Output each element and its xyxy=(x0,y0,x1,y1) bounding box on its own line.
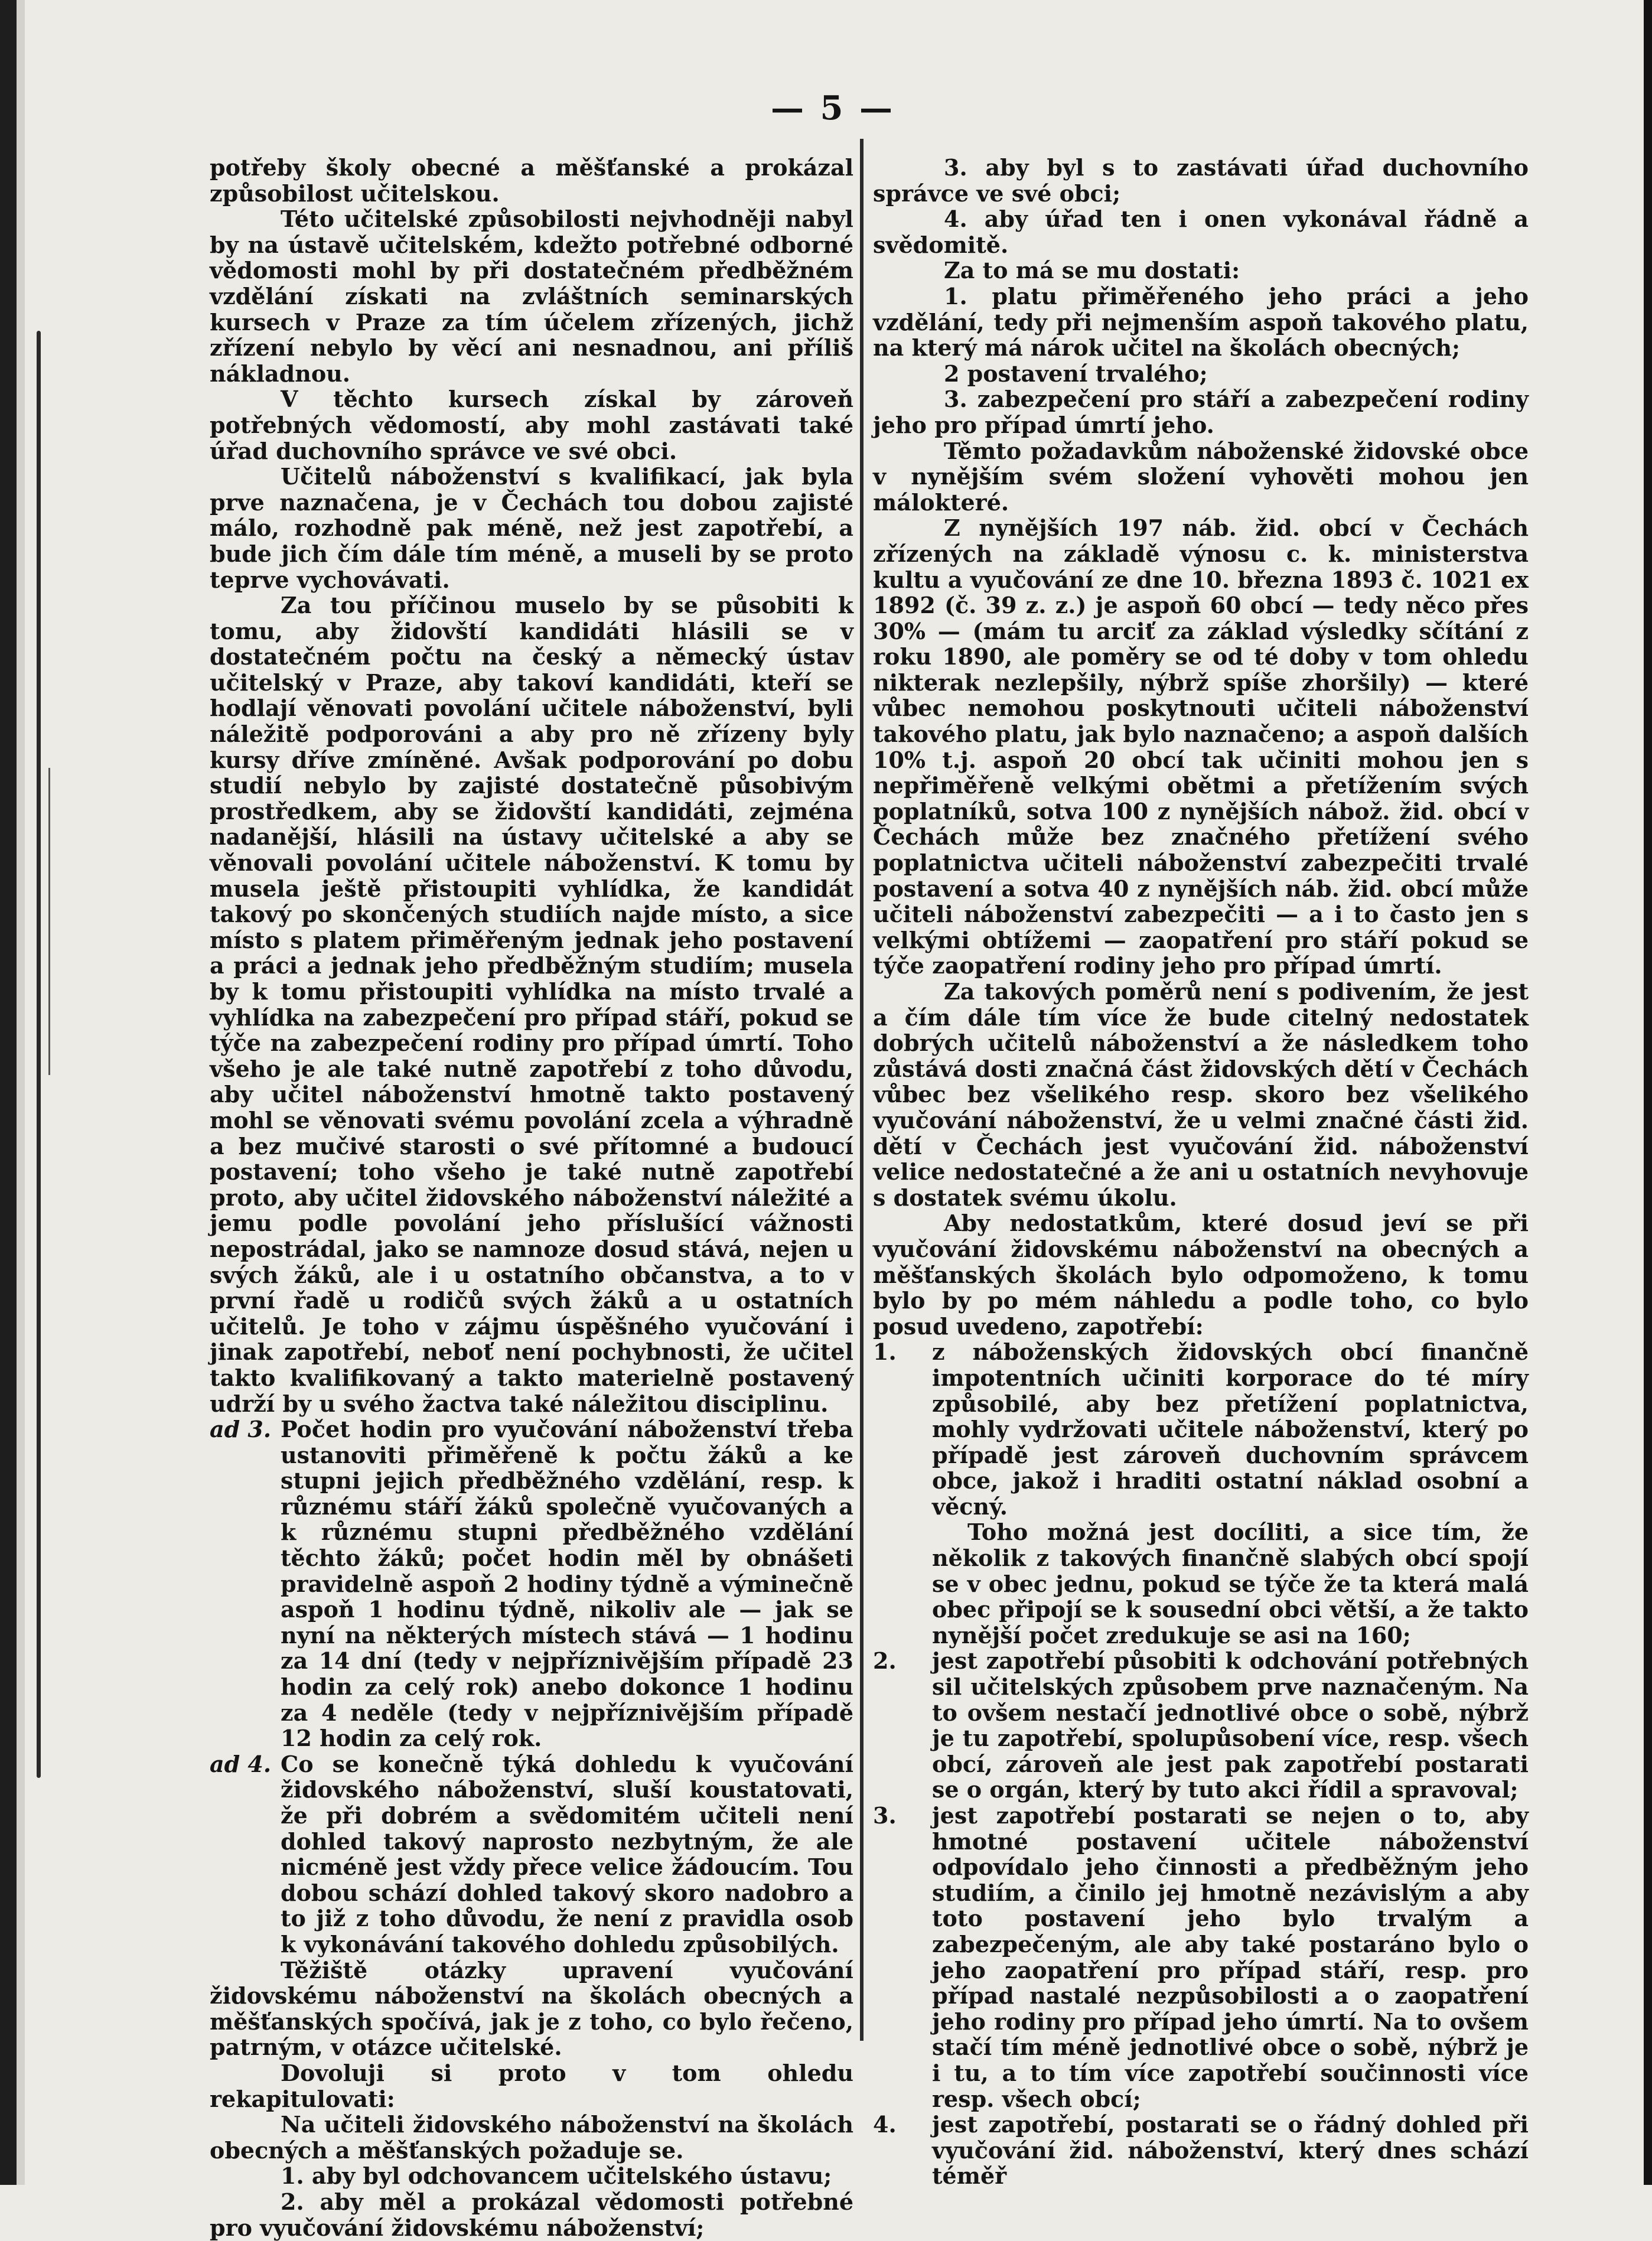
measure-1 xyxy=(873,1339,1529,1519)
ad-3-label: ad 3. xyxy=(210,1416,272,1443)
ad-4-section xyxy=(210,1751,853,1957)
left-paragraph-2: Této učitelské způsobilosti nejvhodněji nabyl by na ústavě učitelském, kdežto potřebné odborné vědomosti mohl by při dostatečném předběžném vzdělání získati na zvláštních seminarských kursech v Praze za tím účelem zřízených, jichž zřízení nebylo by věcí ani nesnadnou, ani příliš nákladnou. xyxy=(210,206,853,387)
ad-3-section xyxy=(210,1416,853,1751)
right-paragraph-2: Těmto požadavkům náboženské židovské obce v nynějším svém složení vyhověti mohou jen málokteré. xyxy=(873,437,1529,516)
scan-edge-strip xyxy=(17,0,25,2185)
left-paragraph-5: Za tou příčinou muselo by se působiti k tomu, aby židovští kandidáti hlásili se v dostatečném počtu na český a německý ústav učitelský v Praze, aby takoví kandidáti, kteří se hodlají věnovati povolání učitele náboženství, byli náležitě podporováni a aby pro ně zřízeny byly kursy dříve zmíněné. Avšak podporování po dobu studií nebylo by zajisté dostatečně působivým prostředkem, aby se židovští kandidáti, zejména nadanější, hlásili na ústavy učitelské a aby se věnovali povolání učitele náboženství. K tomu by musela ještě přistoupiti vyhlídka, že kandidát takový po skončených studiích najde místo, a sice místo s platem přiměřeným jednak jeho postavení a práci a jednak jeho předběžným studiím; musela by k tomu přistoupiti vyhlídka na místo trvalé a vyhlídka na zabezpečení pro případ stáří, pokud se týče na zabezpečení rodiny pro případ úmrtí. Toho všeho je ale také nutně zapotřebí z toho důvodu, aby učitel náboženství hmotně takto postavený mohl se věnovati svému povolání zcela a výhradně a bez mučivé starosti o své přítomné a budoucí postavení; toho všeho je také nutně zapotřebí proto, aby učitel židovského náboženství náležité a jemu podle povolání jeho příslušící vážnosti nepostrádal, jako se namnoze dosud stává, nejen u svých žáků, ale i u ostatního občanstva, a to v první řadě u rodičů svých žáků a u ostatních učitelů. Je toho v zájmu úspěšného vyučování i jinak zapotřebí, neboť není pochybnosti, že učitel takto kvalifikovaný a takto materielně postavený udrží by u svého žactva také náležitou disciplinu. xyxy=(210,592,853,1417)
measure-1b-text: Toho možná jest docíliti, a sice tím, že několik z takových finančně slabých obcí spojí se v obec jednu, pokud se týče že ta která malá obec připojí se k sousední obci větší, a že takto nynější počet zredukuje se asi na 160; xyxy=(932,1519,1529,1649)
measure-4-number: 4. xyxy=(873,2111,897,2138)
scan-edge-right xyxy=(1644,0,1652,2185)
measure-3-text: jest zapotřebí postarati se nejen o to, aby hmotné postavení učitele náboženství odpovídalo jeho činnosti a předběžným jeho studiím, a činilo jej hmotně nezávislým a aby toto postavení jeho bylo trvalým a zabezpečeným, ale aby také postaráno bylo o jeho zaopatření pro případ stáří, resp. pro případ nastalé nezpůsobilosti a o zaopatření jeho rodiny pro případ jeho úmrtí. Na to ovšem stačí tím méně jednotlivé obce o sobě, nýbrž je i tu, a to tím více zapotřebí součinnosti více resp. všech obcí; xyxy=(932,1802,1529,2112)
right-paragraph-5: Aby nedostatkům, které dosud jeví se při vyučování židovskému náboženství na obecných a měšťanských školách bylo odpomoženo, k tomu bylo by po mém náhledu a podle toho, co bylo posud uvedeno, zapotřebí: xyxy=(873,1210,1529,1340)
ad-4-label: ad 4. xyxy=(210,1750,272,1777)
requirement-4: 4. aby úřad ten i onen vykonával řádně a svědomitě. xyxy=(873,206,1529,258)
requirement-1: 1. aby byl odchovancem učitelského ústavu; xyxy=(281,2162,832,2190)
right-paragraph-4: Za takových poměrů není s podivením, že jest a čím dále tím více že bude citelný nedostatek dobrých učitelů náboženství a že následkem toho zůstává dosti značná část židovských dětí v Čechách vůbec bez všelikého resp. skoro bez všelikého vyučování náboženství, že u velmi značné části žid. dětí v Čechách jest vyučování žid. náboženství velice nedostatečné a že ani u ostatních nevyhovuje s dostatek svému úkolu. xyxy=(873,978,1529,1211)
measure-4 xyxy=(873,2112,1529,2189)
measure-1-number: 1. xyxy=(873,1338,897,1366)
scan-edge-left xyxy=(0,0,17,2185)
measure-2-number: 2. xyxy=(873,1647,897,1675)
requirement-3: 3. aby byl s to zastávati úřad duchovního správce ve své obci; xyxy=(873,154,1529,207)
ad-4-text: Co se konečně týká dohledu k vyučování židovského náboženství, sluší koustatovati, že při dobrém a svědomitém učiteli není dohled takový naprosto nezbytným, že ale nicméně jest vždy přece velice žádoucím. Tou dobou schází dohled takový skoro nadobro a to již z toho důvodu, že není z pravidla osob k vykonávání takového dohledu způsobilých. xyxy=(281,1750,853,1957)
measure-2-text: jest zapotřebí působiti k odchování potřebných sil učitelských způsobem prve naznačeným. Na to ovšem nestačí jednotlivé obce o sobě, nýbrž je tu zapotřebí, spolupůsobení více, resp. všech obcí, zároveň ale jest pak zapotřebí postarati se o orgán, který by tuto akci řídil a spravoval; xyxy=(932,1647,1529,1803)
entitlement-2: 2 postavení trvalého; xyxy=(944,360,1208,387)
entitlement-1: 1. platu přiměřeného jeho práci a jeho vzdělání, tedy při nejmenším aspoň takového platu, na který má nárok učitel na školách obecných; xyxy=(873,282,1529,361)
left-paragraph-6: Těžiště otázky upravení vyučování židovskému náboženství na školách obecných a měšťanských spočívá, jak je z toho, co bylo řečeno, patrným, v otázce učitelské. xyxy=(210,1956,853,2061)
left-paragraph-1: potřeby školy obecné a měšťanské a prokázal způsobilost učitelskou. xyxy=(210,154,853,207)
measure-2 xyxy=(873,1648,1529,1803)
right-paragraph-3: Z nynějších 197 náb. žid. obcí v Čechách zřízených na základě výnosu c. k. ministerstva kultu a vyučování ze dne 10. března 1893 č. 1021 ex 1892 (č. 39 z. z.) je aspoň 60 obcí — tedy něco přes 30% — (mám tu arciť za základ výsledky sčítání z roku 1890, ale poměry se od té doby v tom ohledu nikterak nezlepšily, nýbrž spíše zhoršily) — které vůbec nemohou poskytnouti učiteli náboženství takového platu, jak bylo naznačeno; a aspoň dalších 10% t.j. aspoň 20 obcí tak učiniti mohou jen s nepřiměřeně velkými obětmi a přetížením svých poplatníků, sotva 100 z nynějších nábož. žid. obcí v Čechách může bez značného přetížení svého poplatnictva učiteli náboženství zabezpečiti trvalé postavení a sotva 40 z nynějších náb. žid. obcí může učiteli náboženství zabezpečiti — a i to často jen s velkými obtížemi — zaopatření pro stáří pokud se týče zaopatření rodiny jeho pro případ úmrtí. xyxy=(873,514,1529,979)
left-paragraph-7: Dovoluji si proto v tom ohledu rekapitulovati: xyxy=(210,2059,853,2112)
margin-bracket-line xyxy=(37,331,41,1778)
requirement-2: 2. aby měl a prokázal vědomosti potřebné pro vyučování židovskému náboženství; xyxy=(210,2188,853,2241)
left-paragraph-3: V těchto kursech získal by zároveň potřebných vědomostí, aby mohl zastávati také úřad duchovního správce ve své obci. xyxy=(210,386,853,464)
measure-1-text: z náboženských židovských obcí finančně impotentních učiniti korporace do té míry způsobilé, aby bez přetížení poplatnictva, mohly vydržovati učitele náboženství, který po případě jest zároveň duchovním správcem obce, jakož i hraditi ostatní náklad osobní a věcný. xyxy=(932,1338,1529,1520)
measure-4-text: jest zapotřebí, postarati se o řádný dohled při vyučování žid. náboženství, který dnes schází téměř xyxy=(932,2111,1529,2190)
left-paragraph-8: Na učiteli židovského náboženství na školách obecných a měšťanských požaduje se. xyxy=(210,2111,853,2164)
right-paragraph-1: Za to má se mu dostati: xyxy=(944,257,1240,284)
entitlement-3: 3. zabezpečení pro stáří a zabezpečení rodiny jeho pro případ úmrtí jeho. xyxy=(873,386,1529,438)
right-column xyxy=(873,155,1529,2189)
left-paragraph-4: Učitelů náboženství s kvalifikací, jak byla prve naznačena, je v Čechách tou dobou zajisté málo, rozhodně pak méně, než jest zapotřebí, a bude jich čím dále tím méně, a museli by se proto teprve vychovávati. xyxy=(210,463,853,593)
ad-3-text: Počet hodin pro vyučování náboženství třeba ustanoviti přiměřeně k počtu žáků a ke stupni jejich předběžného vzdělání, resp. k různému stáří žáků společně vyučovaných a k různému stupni předběžného vzdělání těchto žáků; počet hodin měl by obnášeti pravidelně aspoň 2 hodiny týdně a výminečně aspoň 1 hodinu týdně, nikoliv ale — jak se nyní na některých místech stává — 1 hodinu za 14 dní (tedy v nejpříznivějším případě 23 hodin za celý rok) anebo dokonce 1 hodinu za 4 neděle (tedy v nejpříznivějším případě 12 hodin za celý rok. xyxy=(281,1416,853,1752)
measure-3-number: 3. xyxy=(873,1802,897,1829)
measure-1-continued xyxy=(873,1519,1529,1648)
page-number: — 5 — xyxy=(771,89,895,128)
left-column xyxy=(210,155,853,2240)
margin-mark-line xyxy=(48,768,50,1075)
measure-3 xyxy=(873,1803,1529,2112)
column-divider xyxy=(860,139,864,2041)
